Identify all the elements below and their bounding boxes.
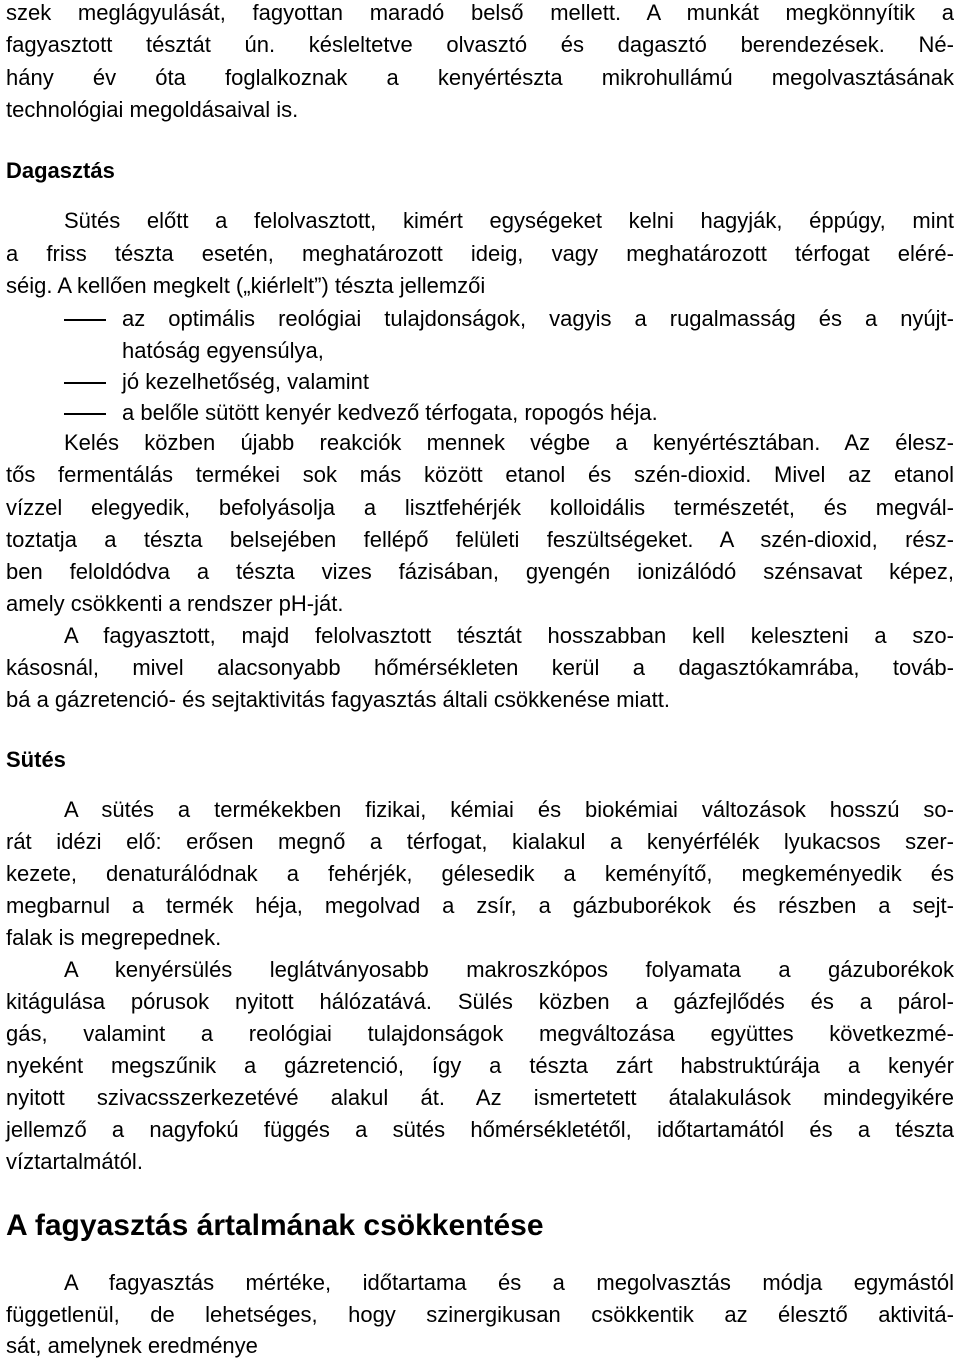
dagasztas-p3-line-2: kásosnál, mivel alacsonyabb hőmérsékleten kerül a dagasztókamrába, továb- xyxy=(6,655,954,680)
sutes-p1-line-1: A sütés a termékekben fizikai, kémiai és biokémiai változások hosszú so- xyxy=(64,797,954,822)
intro-line-2: fagyasztott tésztát ún. késleltetve olvasztó és dagasztó berendezések. Né- xyxy=(6,32,954,57)
list-item-continuation: hatóság egyensúlya, xyxy=(122,338,324,363)
sutes-p2-line-3: gás, valamint a reológiai tulajdonságok megváltozása együttes következmé- xyxy=(6,1021,954,1046)
list-item-text: a belőle sütött kenyér kedvező térfogata, ropogós héja. xyxy=(122,400,658,425)
intro-line-4: technológiai megoldásaival is. xyxy=(6,97,299,122)
sutes-p2-line-1: A kenyérsülés leglátványosabb makroszkópos folyamata a gázuborékok xyxy=(64,957,954,982)
intro-line-1: szek meglágyulását, fagyottan maradó belső mellett. A munkát megkönnyítik a xyxy=(6,0,954,25)
dagasztas-p3-line-1: A fagyasztott, majd felolvasztott tésztát hosszabban kell keleszteni a szo- xyxy=(64,623,954,648)
dagasztas-p3-line-3: bá a gázretenció- és sejtaktivitás fagyasztás általi csökkenése miatt. xyxy=(6,687,670,712)
sutes-p2-line-5: nyitott szivacsszerkezetévé alakul át. Az ismertetett átalakulások mindegyikére xyxy=(6,1085,954,1110)
sutes-p1-line-5: falak is megrepednek. xyxy=(6,925,222,950)
list-item-text: jó kezelhetőség, valamint xyxy=(122,369,370,394)
sutes-p2-line-2: kitágulása pórusok nyitott hálózatává. Sülés közben a gázfejlődés és a párol- xyxy=(6,989,954,1014)
sutes-p2-line-7: víztartalmától. xyxy=(6,1149,143,1174)
fagyasztas-p1-line-1: A fagyasztás mértéke, időtartama és a megolvasztás módja egymástól xyxy=(64,1270,954,1295)
dagasztas-p2-line-6: amely csökkenti a rendszer pH-ját. xyxy=(6,591,344,616)
section-heading-sutes: Sütés xyxy=(6,747,66,772)
dagasztas-p2-line-4: toztatja a tészta belsejében fellépő felületi feszültségeket. A szén-dioxid, rész- xyxy=(6,527,954,552)
fagyasztas-p1-line-2: függetlenül, de lehetséges, hogy szinergikusan csökkentik az élesztő aktivitá- xyxy=(6,1302,954,1327)
intro-line-3: hány év óta foglalkoznak a kenyértészta mikrohullámú megolvasztásának xyxy=(6,65,954,90)
list-item-text: az optimális reológiai tulajdonságok, vagyis a rugalmasság és a nyújt- xyxy=(122,306,954,331)
sutes-p1-line-3: kezete, denaturálódnak a fehérjék, gélesedik a keményítő, megkeményedik és xyxy=(6,861,954,886)
section-heading-dagasztas: Dagasztás xyxy=(6,158,115,183)
dagasztas-p2-line-3: vízzel elegyedik, befolyásolja a lisztfehérjék kolloidális természetét, és megvál- xyxy=(6,495,954,520)
dagasztas-p1-line-3: séig. A kellően megkelt („kiérlelt”) tészta jellemzői xyxy=(6,273,486,298)
section-heading-fagyasztas: A fagyasztás ártalmának csökkentése xyxy=(6,1209,544,1242)
dagasztas-p2-line-5: ben feloldódva a tészta vizes fázisában, gyengén ionizálódó szénsavat képez, xyxy=(6,559,954,584)
sutes-p2-line-4: nyeként megszűnik a gázretenció, így a tészta zárt habstruktúrája a kenyér xyxy=(6,1053,954,1078)
dagasztas-p2-line-2: tős fermentálás termékei sok más között etanol és szén-dioxid. Mivel az etanol xyxy=(6,462,954,487)
dagasztas-p1-line-1: Sütés előtt a felolvasztott, kimért egységeket kelni hagyják, éppúgy, mint xyxy=(64,208,954,233)
dagasztas-p2-line-1: Kelés közben újabb reakciók mennek végbe a kenyértésztában. Az élesz- xyxy=(64,430,954,455)
sutes-p1-line-2: rát idézi elő: erősen megnő a térfogat, kialakul a kenyérfélék lyukacsos szer- xyxy=(6,829,954,854)
sutes-p2-line-6: jellemző a nagyfokú függés a sütés hőmérsékletétől, időtartamától és a tészta xyxy=(6,1117,954,1142)
fagyasztas-p1-line-3: sát, amelynek eredménye xyxy=(6,1333,258,1358)
sutes-p1-line-4: megbarnul a termék héja, megolvad a zsír, a gázbuborékok és részben a sejt- xyxy=(6,893,954,918)
dagasztas-p1-line-2: a friss tészta esetén, meghatározott ideig, vagy meghatározott térfogat eléré- xyxy=(6,241,954,266)
